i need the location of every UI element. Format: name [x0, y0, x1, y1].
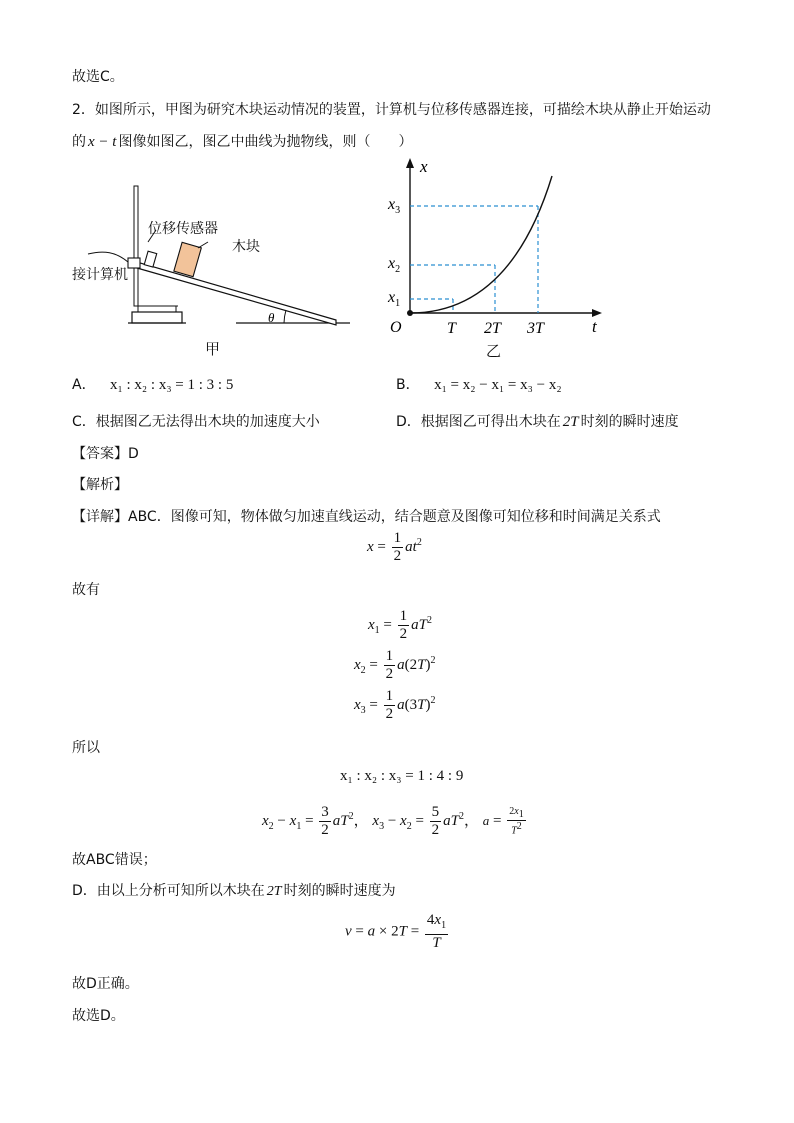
- label-computer: 接计算机: [72, 267, 128, 283]
- d-text-2T: 2T: [266, 884, 282, 899]
- displacement-sensor: [128, 258, 140, 268]
- option-c-label: C．: [72, 414, 96, 430]
- q2-xt-symbol: x − t: [88, 134, 117, 150]
- tick-T: T: [447, 320, 456, 337]
- detail-text: ABC．图像可知，物体做匀加速直线运动，结合题意及图像可知位移和时间满足关系式: [128, 509, 661, 525]
- option-d[interactable]: [396, 411, 679, 431]
- option-a-label: A．: [72, 377, 96, 393]
- x-axis-label: t: [592, 317, 597, 336]
- eq-x-at2: x = $\frac{1}{2}$ $at^2$: [367, 530, 422, 564]
- tick-x2: $x_2$: [388, 255, 401, 275]
- option-d-text-b: 时刻的瞬时速度: [580, 414, 679, 430]
- option-d-label: D．: [396, 414, 421, 430]
- answer-value: D: [128, 446, 139, 462]
- abc-wrong: 故ABC错误；: [72, 852, 157, 868]
- label-block: 木块: [232, 239, 260, 255]
- figure-yi: [380, 150, 610, 355]
- tick-x3: $x_3$: [388, 196, 401, 216]
- tick-x1: $x_1$: [388, 289, 401, 309]
- analysis-tag: 【解析】: [72, 477, 128, 493]
- stand-base: [132, 312, 182, 323]
- q2-text-a: 的: [72, 134, 86, 150]
- label-sensor: 位移传感器: [148, 221, 218, 237]
- therefore-1: 故有: [72, 582, 100, 598]
- therefore-2: 所以: [72, 740, 100, 756]
- option-a-text: x₁ : x₂ : x₃ = 1 : 3 : 5: [110, 377, 234, 393]
- option-c[interactable]: [72, 411, 320, 431]
- eq-x2: $x_2$ = $\frac{1}{2}$ $a(2T)^2$: [354, 648, 436, 682]
- d-analysis-line: [72, 880, 396, 900]
- final-answer: 故选D。: [72, 1008, 125, 1024]
- conclusion-line-c: 故选C。: [72, 69, 124, 85]
- origin-point: [407, 310, 413, 316]
- option-d-2T: 2T: [562, 414, 579, 430]
- q2-text-b: 图像如图乙，图乙中曲线为抛物线，则（ ）: [118, 134, 413, 150]
- origin-label: O: [390, 319, 402, 336]
- detail-tag: 【详解】: [72, 509, 128, 525]
- eq-x3: $x_3$ = $\frac{1}{2}$ $a(3T)^2$: [354, 688, 436, 722]
- d-text-a: D．由以上分析可知所以木块在: [72, 883, 265, 899]
- parabola-curve: [410, 176, 552, 313]
- y-axis-label: x: [420, 157, 428, 176]
- caption-yi: 乙: [486, 342, 502, 360]
- option-b[interactable]: [396, 374, 562, 394]
- eq-velocity: v = a × 2T = $\frac{4x_1}{T}$: [345, 912, 447, 951]
- detail-line: [72, 506, 661, 526]
- answer-line: [72, 443, 139, 463]
- answer-tag: 【答案】: [72, 446, 128, 462]
- angle-theta: θ: [268, 310, 275, 325]
- dashed-guides: [410, 206, 538, 313]
- caption-jia: 甲: [205, 340, 221, 358]
- question-2-line-2: [72, 131, 412, 151]
- eq-ratio: x₁ : x₂ : x₃ = 1 : 4 : 9: [340, 768, 464, 784]
- eq-x1: $x_1$ = $\frac{1}{2}$ $aT^2$: [368, 608, 432, 642]
- tick-2T: 2T: [484, 320, 501, 337]
- stand-pole: [134, 186, 138, 306]
- d-text-b: 时刻的瞬时速度为: [283, 883, 396, 899]
- option-a[interactable]: [72, 374, 233, 394]
- option-c-text: 根据图乙无法得出木块的加速度大小: [95, 414, 320, 430]
- tick-3T: 3T: [527, 320, 544, 337]
- eq-differences: $x_2 - x_1$ = $\frac{3}{2}$ $aT^2$， $x_3 - x_2$ = $\frac{5}{2}$ $aT^2$， a = $\frac{2x_1}{T^2}$: [262, 804, 524, 838]
- wood-block: [174, 242, 201, 276]
- option-b-label: B．: [396, 377, 420, 393]
- question-2-line-1: 2．如图所示，甲图为研究木块运动情况的装置，计算机与位移传感器连接，可描绘木块从静止开始运动: [72, 102, 711, 118]
- option-b-text: x₁ = x₂ − x₁ = x₃ − x₂: [434, 377, 562, 393]
- option-d-text-a: 根据图乙可得出木块在: [420, 414, 561, 430]
- d-correct: 故D正确。: [72, 976, 139, 992]
